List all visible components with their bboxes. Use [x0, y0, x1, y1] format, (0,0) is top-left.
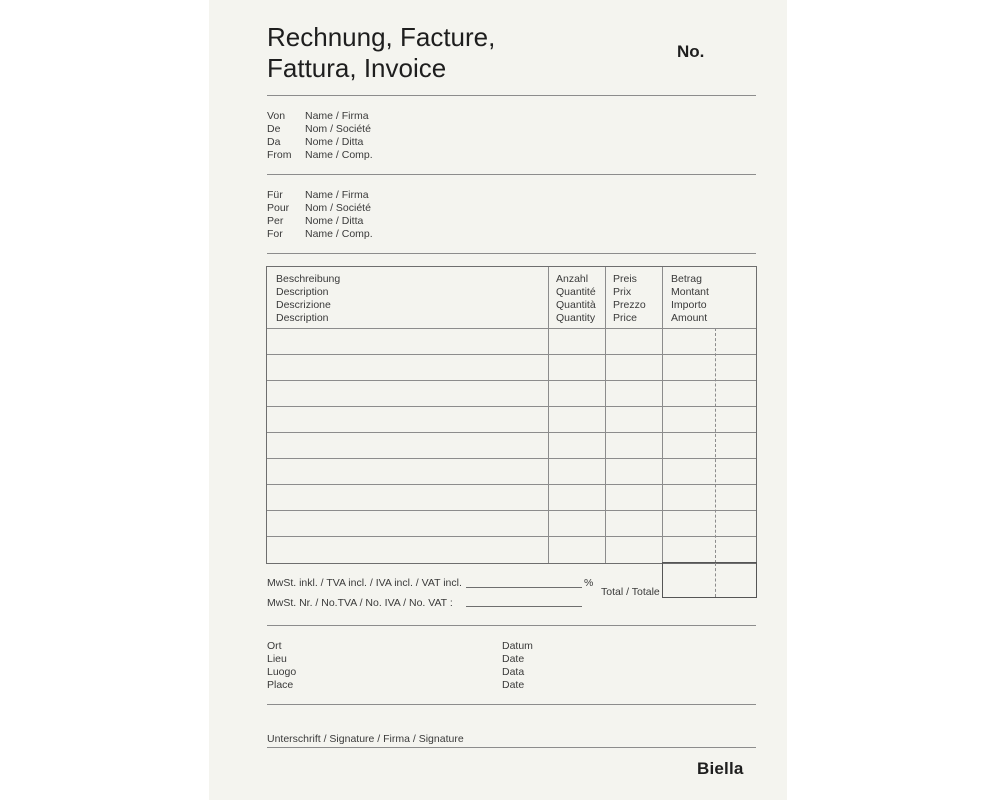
total-amount-box[interactable]: [662, 562, 757, 598]
date-label: Date: [502, 653, 525, 665]
vat-percent-field[interactable]: [466, 587, 582, 588]
invoice-form: [209, 0, 787, 800]
header-line: Quantity: [556, 312, 596, 324]
date-label: Datum: [502, 640, 533, 652]
to-key: Per: [267, 215, 284, 227]
column-separator: [548, 267, 549, 563]
column-header-amount: [671, 273, 709, 325]
place-label: Lieu: [267, 653, 287, 665]
header-line: Importo: [671, 299, 707, 311]
percent-sign: %: [584, 577, 594, 589]
from-value: Name / Firma: [305, 110, 369, 122]
header-line: Description: [276, 286, 329, 298]
to-key: Für: [267, 189, 283, 201]
row-separator: [267, 458, 756, 459]
place-label: Luogo: [267, 666, 297, 678]
column-header-quantity: [556, 273, 596, 325]
to-value: Name / Firma: [305, 189, 369, 201]
from-row: [267, 136, 373, 149]
header-line: Price: [613, 312, 637, 324]
vat-number-label: MwSt. Nr. / No.TVA / No. IVA / No. VAT :: [267, 597, 453, 609]
place-label: Place: [267, 679, 294, 691]
from-key: Da: [267, 136, 281, 148]
to-key: For: [267, 228, 283, 240]
line-items-table: [266, 266, 757, 564]
divider: [267, 253, 756, 254]
from-row: [267, 123, 373, 136]
to-value: Name / Comp.: [305, 228, 373, 240]
row-separator: [267, 328, 756, 329]
place-block: [267, 640, 296, 692]
header-line: Preis: [613, 273, 637, 285]
row-separator: [267, 536, 756, 537]
column-separator: [605, 267, 606, 563]
to-row: [267, 228, 373, 241]
to-block: [267, 189, 373, 241]
from-block: [267, 110, 373, 162]
date-label: Data: [502, 666, 525, 678]
from-key: From: [267, 149, 292, 161]
header-line: Quantité: [556, 286, 596, 298]
divider: [267, 174, 756, 175]
from-value: Name / Comp.: [305, 149, 373, 161]
decimal-separator-dashed: [715, 563, 716, 597]
header-line: Beschreibung: [276, 273, 341, 285]
header-line: Description: [276, 312, 329, 324]
from-row: [267, 149, 373, 162]
header-line: Amount: [671, 312, 708, 324]
header-line: Prix: [613, 286, 632, 298]
column-header-price: [613, 273, 646, 325]
column-separator: [662, 267, 663, 563]
from-key: Von: [267, 110, 286, 122]
signature-line[interactable]: [267, 747, 756, 748]
divider: [267, 625, 756, 626]
total-label: Total / Totale: [601, 586, 660, 598]
header-line: Descrizione: [276, 299, 331, 311]
title-line-1: Rechnung, Facture,: [267, 22, 496, 52]
date-block: [502, 640, 533, 692]
row-separator: [267, 432, 756, 433]
to-value: Nom / Société: [305, 202, 371, 214]
header-line: Betrag: [671, 273, 702, 285]
invoice-number-label: No.: [677, 42, 705, 61]
signature-label: Unterschrift / Signature / Firma / Signature: [267, 733, 464, 745]
header-line: Quantità: [556, 299, 596, 311]
to-row: [267, 189, 373, 202]
date-label: Date: [502, 679, 525, 691]
from-key: De: [267, 123, 281, 135]
to-row: [267, 215, 373, 228]
from-value: Nom / Société: [305, 123, 371, 135]
from-row: [267, 110, 373, 123]
row-separator: [267, 380, 756, 381]
to-key: Pour: [267, 202, 290, 214]
vat-included-label: MwSt. inkl. / TVA incl. / IVA incl. / VAT incl.: [267, 577, 462, 589]
biella-logo: Biella: [697, 759, 744, 778]
from-value: Nome / Ditta: [305, 136, 364, 148]
decimal-separator-dashed: [715, 328, 716, 563]
row-separator: [267, 406, 756, 407]
divider: [267, 95, 756, 96]
title-line-2: Fattura, Invoice: [267, 53, 447, 83]
divider: [267, 704, 756, 705]
header-line: Montant: [671, 286, 709, 298]
row-separator: [267, 484, 756, 485]
to-row: [267, 202, 373, 215]
to-value: Nome / Ditta: [305, 215, 364, 227]
place-label: Ort: [267, 640, 282, 652]
header-line: Anzahl: [556, 273, 589, 285]
row-separator: [267, 510, 756, 511]
column-header-description: [276, 273, 340, 325]
vat-number-field[interactable]: [466, 606, 582, 607]
header-line: Prezzo: [613, 299, 646, 311]
row-separator: [267, 354, 756, 355]
